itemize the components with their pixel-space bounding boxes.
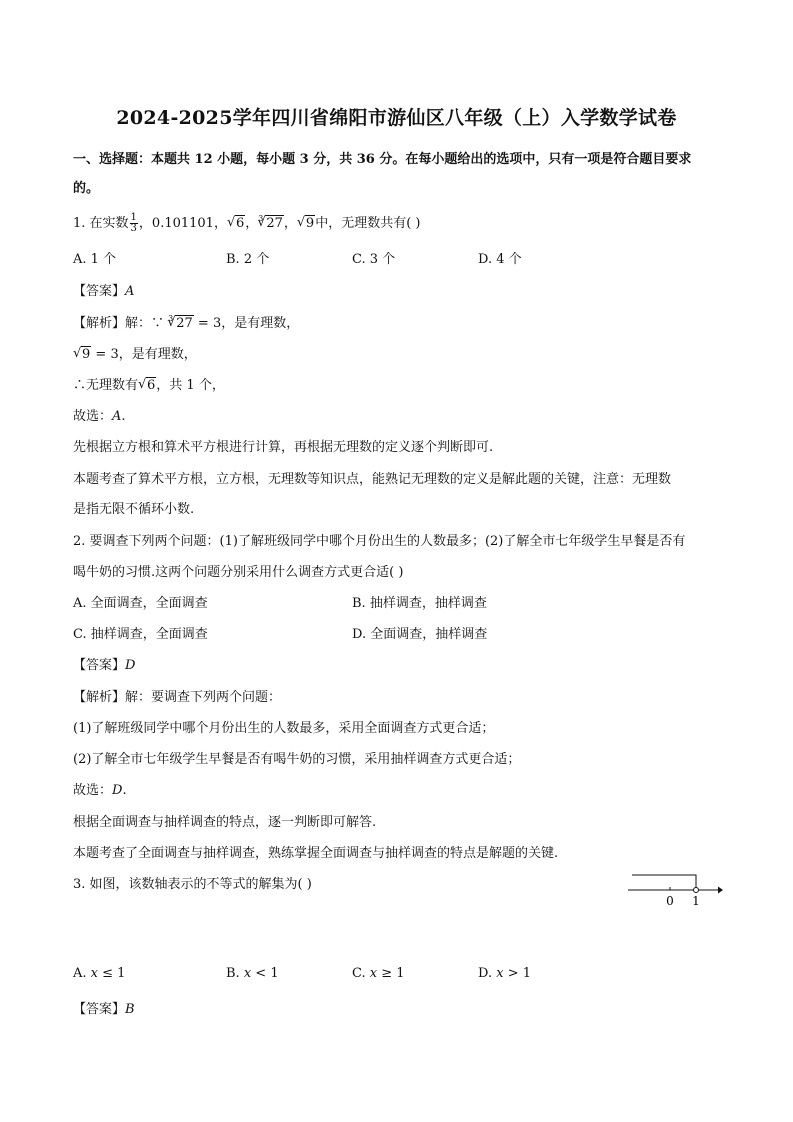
q2-explanation-line3: (2)了解全市七年级学生早餐是否有喝牛奶的习惯，采用抽样调查方式更合适； [73, 752, 521, 767]
q1-explanation-line5: 先根据立方根和算术平方根进行计算，再根据无理数的定义逐个判断即可. [73, 440, 494, 455]
q2-option-a: A. 全面调查，全面调查 [73, 596, 208, 611]
q1-explanation-line4: 故选：A. [73, 409, 126, 424]
q1-explanation-line1: 【解析】解：∵ $^3$√ 27 = 3，是有理数， [73, 312, 299, 331]
q1-answer: 【答案】A [73, 284, 135, 299]
q1-stem: 1. 在实数 $\frac{1}{3}$ ，0.101101，√ 6，$^3$√ 27，√ 9中，无理数共有( ) [73, 212, 420, 234]
q1-explanation-line7: 是指无限不循环小数. [73, 502, 195, 517]
q2-option-b: B. 抽样调查，抽样调查 [352, 596, 487, 611]
axis-arrow [718, 887, 723, 894]
q2-option-d: D. 全面调查，抽样调查 [352, 627, 488, 642]
q1-option-c: C. 3 个 [352, 252, 396, 267]
sqrt-symbol: √ 6 [227, 216, 245, 231]
sqrt-symbol: √ 9 [297, 216, 315, 231]
q2-answer: 【答案】D [73, 658, 136, 673]
q1-explanation-line3: ∴无理数有√ 6，共 1 个， [73, 374, 225, 393]
q1-option-b: B. 2 个 [226, 252, 270, 267]
q3-option-c: C. x ≥ 1 [352, 966, 405, 981]
q2-explanation-line4: 故选：D. [73, 783, 127, 798]
q3-option-a: A. x ≤ 1 [73, 966, 126, 981]
q2-explanation-line6: 本题考查了全面调查与抽样调查，熟练掌握全面调查与抽样调查的特点是解题的关键. [73, 846, 559, 861]
q1-explanation-line2: √ 9 = 3，是有理数， [73, 343, 197, 362]
q1-explanation-line6: 本题考查了算术平方根，立方根，无理数等知识点，能熟记无理数的定义是解此题的关键，注意：无理数 [73, 472, 672, 487]
q2-stem-line1: 2. 要调查下列两个问题：(1)了解班级同学中哪个月份出生的人数最多；(2)了解全市七年级学生早餐是否有 [73, 534, 686, 549]
q2-stem-line2: 喝牛奶的习惯.这两个问题分别采用什么调查方式更合适( ) [73, 565, 404, 580]
q2-explanation-line5: 根据全面调查与抽样调查的特点，逐一判断即可解答. [73, 815, 377, 830]
q2-explanation-line1: 【解析】解：要调查下列两个问题： [73, 690, 282, 705]
q2-option-c: C. 抽样调查，全面调查 [73, 627, 208, 642]
cbrt-symbol: √ 27 [257, 216, 284, 231]
sqrt-symbol: √ 9 [73, 347, 91, 362]
axis-label-0: 0 [666, 894, 674, 908]
q3-stem: 3. 如图，该数轴表示的不等式的解集为( ) [73, 877, 312, 892]
q1-option-a: A. 1 个 [73, 252, 117, 267]
cbrt-symbol: √ 27 [167, 316, 194, 331]
q3-option-d: D. x > 1 [478, 966, 532, 981]
section-heading-line1: 一、选择题：本题共 12 小题，每小题 3 分，共 36 分。在每小题给出的选项中，只有一项是符合题目要求 [73, 152, 692, 167]
section-heading-line2: 的。 [73, 181, 100, 196]
fraction: $\frac{1}{3}$ [130, 212, 137, 234]
q3-option-b: B. x < 1 [226, 966, 279, 981]
q3-answer: 【答案】B [73, 1002, 135, 1017]
axis-label-1: 1 [692, 894, 700, 908]
number-line-figure [628, 868, 723, 908]
q1-option-d: D. 4 个 [478, 252, 522, 267]
page-title: 2024-2025学年四川省绵阳市游仙区八年级（上）入学数学试卷 [116, 107, 677, 129]
sqrt-symbol: √ 6 [138, 378, 156, 393]
solution-ray [632, 875, 696, 887]
open-circle [694, 888, 699, 893]
q2-explanation-line2: (1)了解班级同学中哪个月份出生的人数最多，采用全面调查方式更合适； [73, 721, 495, 736]
